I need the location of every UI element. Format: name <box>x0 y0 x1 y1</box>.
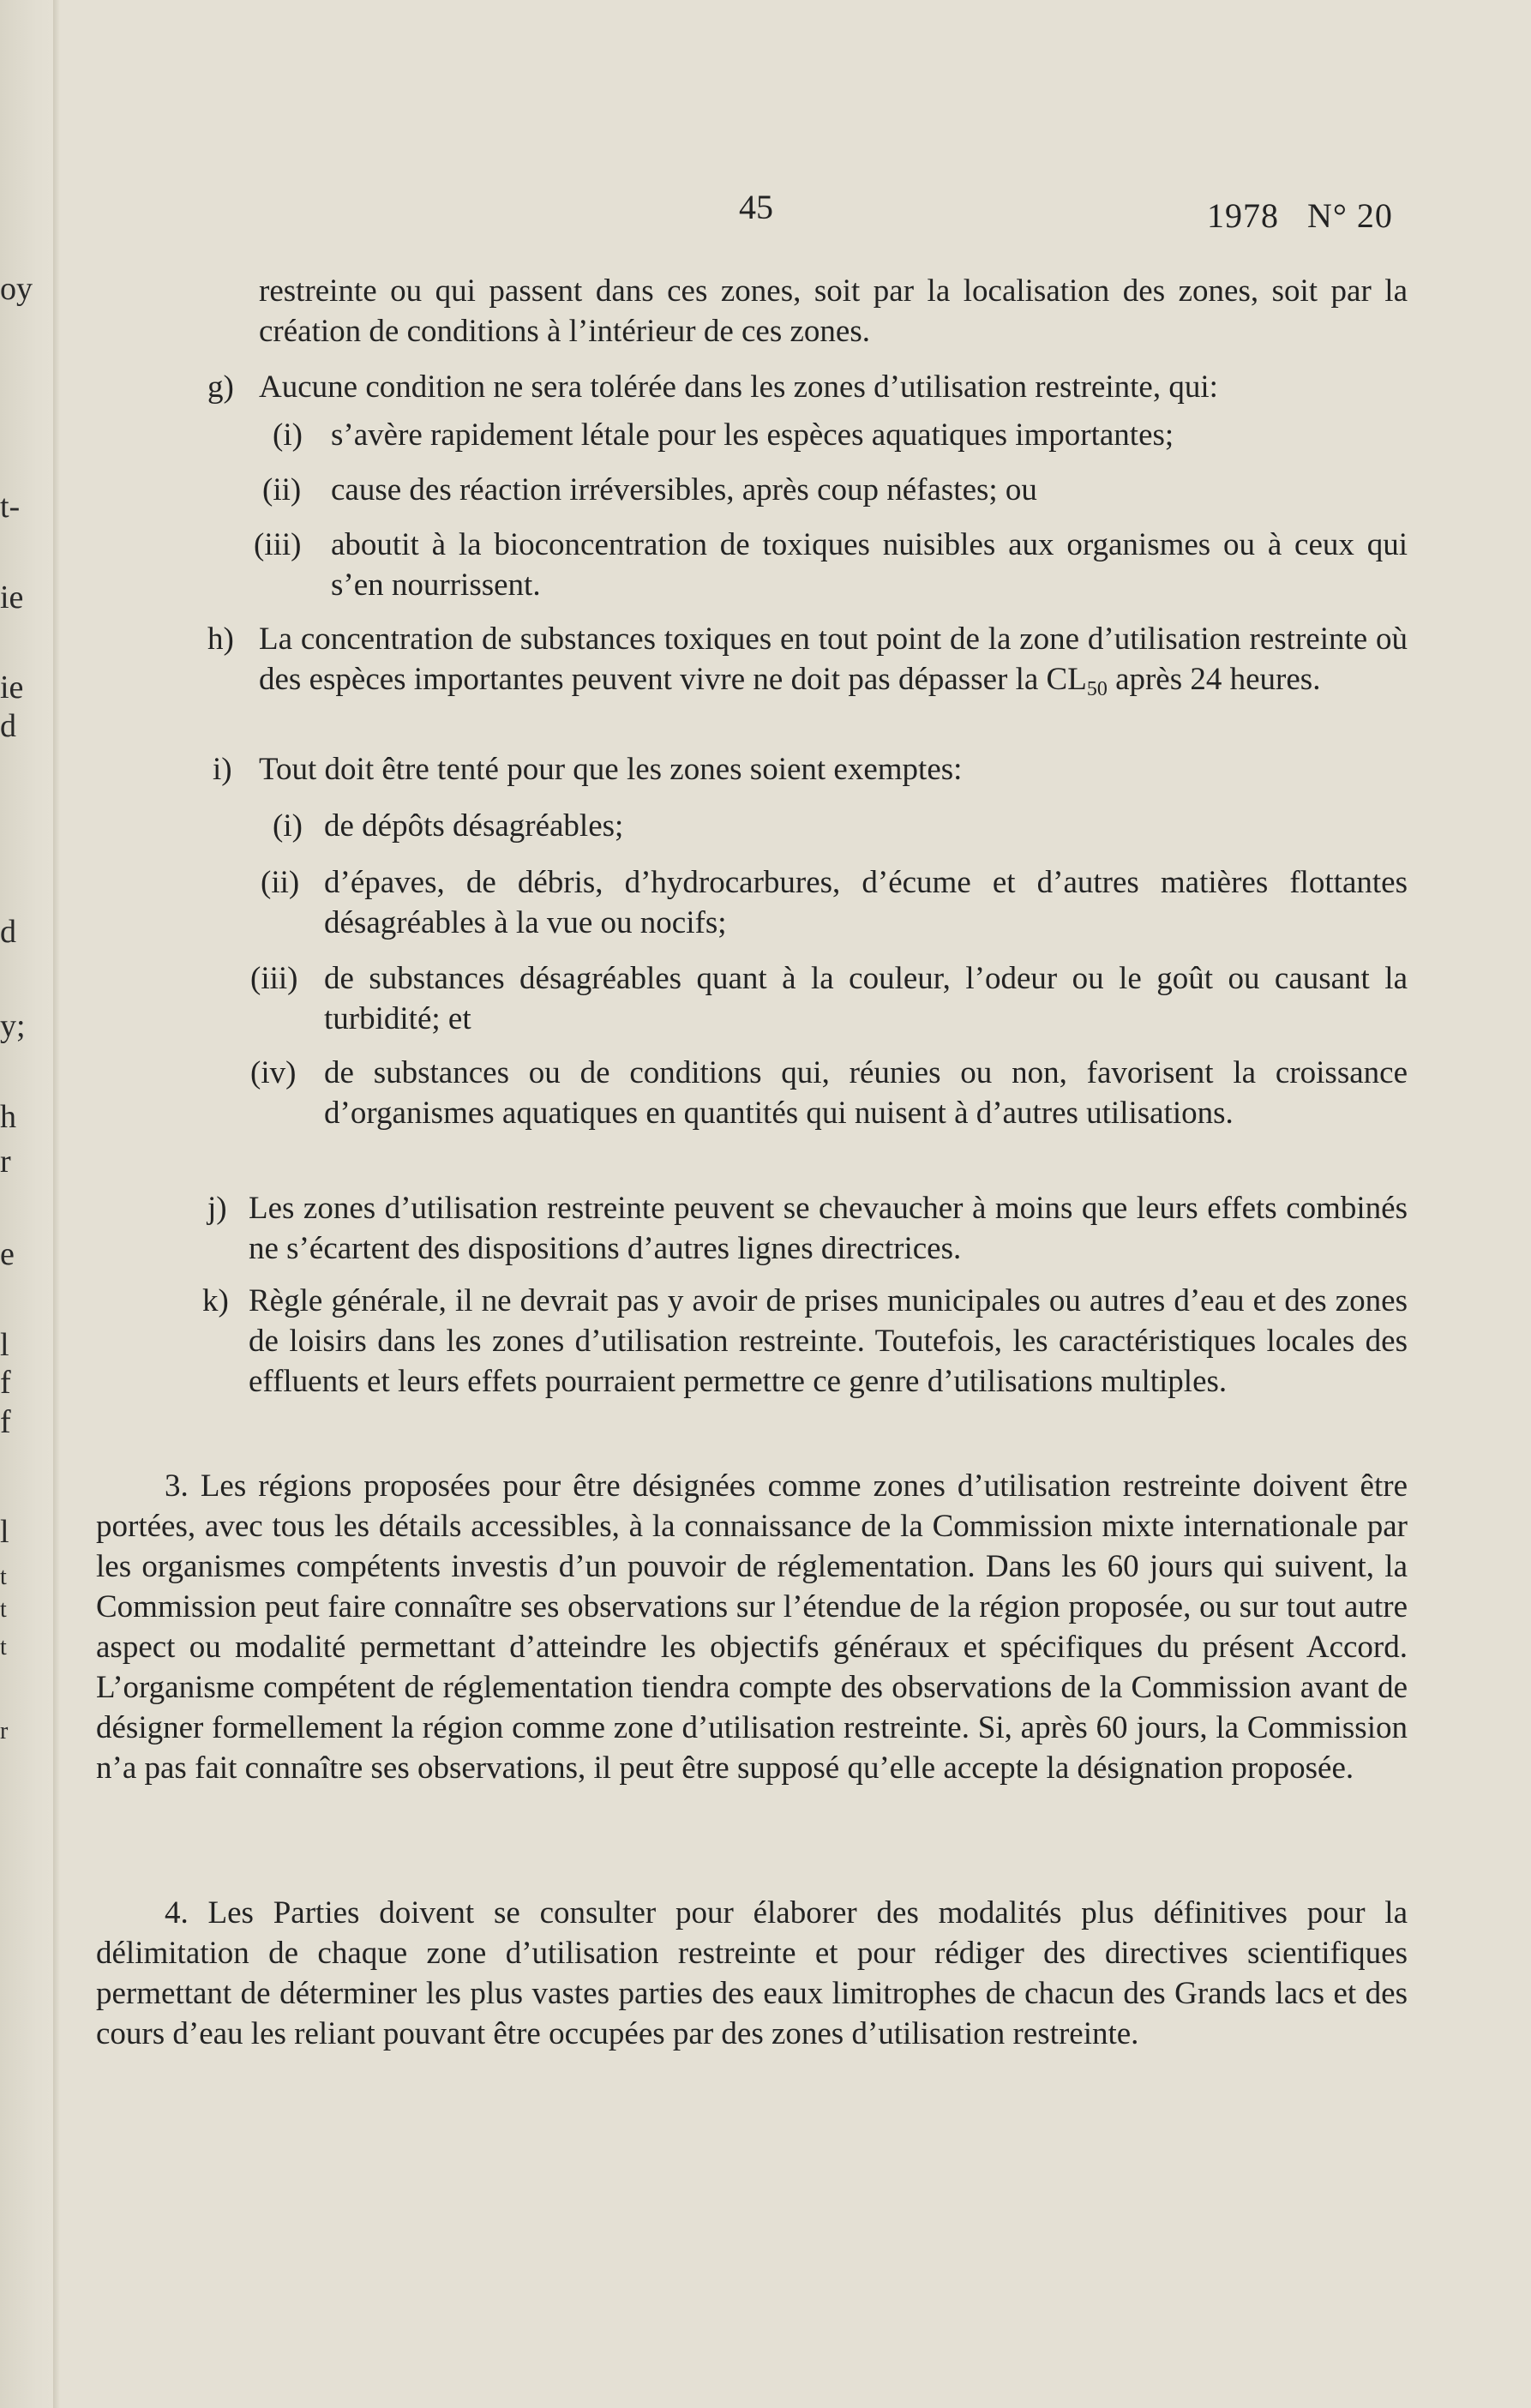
issue-number-label: N° <box>1307 196 1348 235</box>
subitem-text: de dépôts désagréables; <box>324 808 624 844</box>
margin-fragment: t <box>0 1564 7 1590</box>
margin-fragment: ie <box>0 579 24 616</box>
item-text-g: Aucune condition ne sera tolérée dans les zones d’utilisation restreinte, qui: <box>259 369 1218 405</box>
item-label-g: g) <box>207 369 234 405</box>
item-label-h: h) <box>207 622 234 657</box>
item-text-k: Règle générale, il ne devrait pas y avoir de prises municipales ou autres d’eau et des zones de loisirs dans les zones d’utilisation restreinte. Toutefois, les caractéristiques locales des effluents et leurs effets pourraient permettre ce genre d’utilisations multiples. <box>249 1283 1408 1399</box>
item-label-i: i) <box>213 752 232 787</box>
margin-fragment: f <box>0 1404 11 1440</box>
lc50-subscript: 50 <box>1086 678 1108 700</box>
item-text-h <box>259 619 1408 700</box>
item-label-j: j) <box>207 1191 227 1226</box>
subitem-label: (ii) <box>262 472 302 507</box>
continuation-text: restreinte ou qui passent dans ces zones, soit par la localisation des zones, soit par la création de conditions à l’intérieur de ces zones. <box>259 273 1408 349</box>
margin-fragment: d <box>0 914 16 950</box>
subitem-label: (iv) <box>250 1055 297 1090</box>
margin-fragment: d <box>0 708 16 744</box>
subitem-text: d’épaves, de débris, d’hydrocarbures, d’écume et d’autres matières flottantes désagréables à la vue ou nocifs; <box>324 865 1408 940</box>
paragraph-4: 4. Les Parties doivent se consulter pour élaborer des modalités plus définitives pour la délimitation de chaque zone d’utilisation restreinte et pour rédiger des directives scientifiques permettant de déterminer les plus vastes parties des eaux limitrophes de chacun des Grands lacs et des cours d’eau les reliant pouvant être occupées par des zones d’utilisation restreinte. <box>96 1895 1408 2051</box>
margin-fragment: t- <box>0 489 21 525</box>
subitem-label: (ii) <box>261 865 300 900</box>
issue-number: 20 <box>1356 196 1393 235</box>
margin-fragment: oy <box>0 271 33 307</box>
margin-fragment: l <box>0 1327 9 1363</box>
margin-fragment: y; <box>0 1008 26 1044</box>
issue-reference <box>1207 195 1393 236</box>
item-text-i: Tout doit être tenté pour que les zones soient exemptes: <box>259 752 963 787</box>
subitem-label: (iii) <box>250 961 298 996</box>
margin-fragment: ie <box>0 670 24 706</box>
binding-gutter <box>0 0 53 2408</box>
subitem-text: cause des réaction irréversibles, après coup néfastes; ou <box>331 472 1037 507</box>
subitem-text: de substances ou de conditions qui, réunies ou non, favorisent la croissance d’organismes aquatiques en quantités qui nuisent à d’autres utilisations. <box>324 1055 1408 1131</box>
subitem-label: (i) <box>273 808 303 844</box>
margin-fragment: l <box>0 1514 9 1550</box>
page-fold-shadow <box>53 0 60 2408</box>
margin-fragment: h <box>0 1099 16 1135</box>
item-text-h-main: La concentration de substances toxiques en tout point de la zone d’utilisation restreinte où des espèces importantes peuvent vivre ne doit pas dépasser la CL <box>259 622 1408 697</box>
issue-year: 1978 <box>1207 196 1279 235</box>
margin-fragment: r <box>0 1718 9 1744</box>
margin-fragment: f <box>0 1365 11 1401</box>
margin-fragment: e <box>0 1236 15 1272</box>
subitem-label: (iii) <box>254 527 302 562</box>
subitem-text: s’avère rapidement létale pour les espèces aquatiques importantes; <box>331 417 1174 453</box>
item-text-j: Les zones d’utilisation restreinte peuvent se chevaucher à moins que leurs effets combinés ne s’écartent des dispositions d’autres lignes directrices. <box>249 1191 1408 1266</box>
page-number: 45 <box>739 188 773 226</box>
subitem-label: (i) <box>273 417 303 453</box>
subitem-text: de substances désagréables quant à la couleur, l’odeur ou le goût ou causant la turbidité; et <box>324 961 1408 1036</box>
paragraph-3: 3. Les régions proposées pour être désignées comme zones d’utilisation restreinte doivent être portées, avec tous les détails accessibles, à la connaissance de la Commission mixte internationale par les organismes compétents investis d’un pouvoir de réglementation. Dans les 60 jours qui suivent, la Commission peut faire connaître ses observations sur l’étendue de la région proposée, ou sur tout autre aspect ou modalité permettant d’atteindre les objectifs généraux et spécifiques du présent Accord. L’organisme compétent de réglementation tiendra compte des observations de la Commission avant de désigner formellement la région comme zone d’utilisation restreinte. Si, après 60 jours, la Commission n’a pas fait connaître ses observations, il peut être supposé qu’elle accepte la désignation proposée. <box>96 1468 1408 1786</box>
margin-fragment: t <box>0 1634 7 1660</box>
margin-fragment: r <box>0 1144 11 1180</box>
margin-fragment: t <box>0 1596 7 1623</box>
item-label-k: k) <box>202 1283 229 1318</box>
subitem-text: aboutit à la bioconcentration de toxiques nuisibles aux organismes ou à ceux qui s’en nourrissent. <box>331 527 1408 603</box>
item-text-h-end: après 24 heures. <box>1107 662 1321 697</box>
